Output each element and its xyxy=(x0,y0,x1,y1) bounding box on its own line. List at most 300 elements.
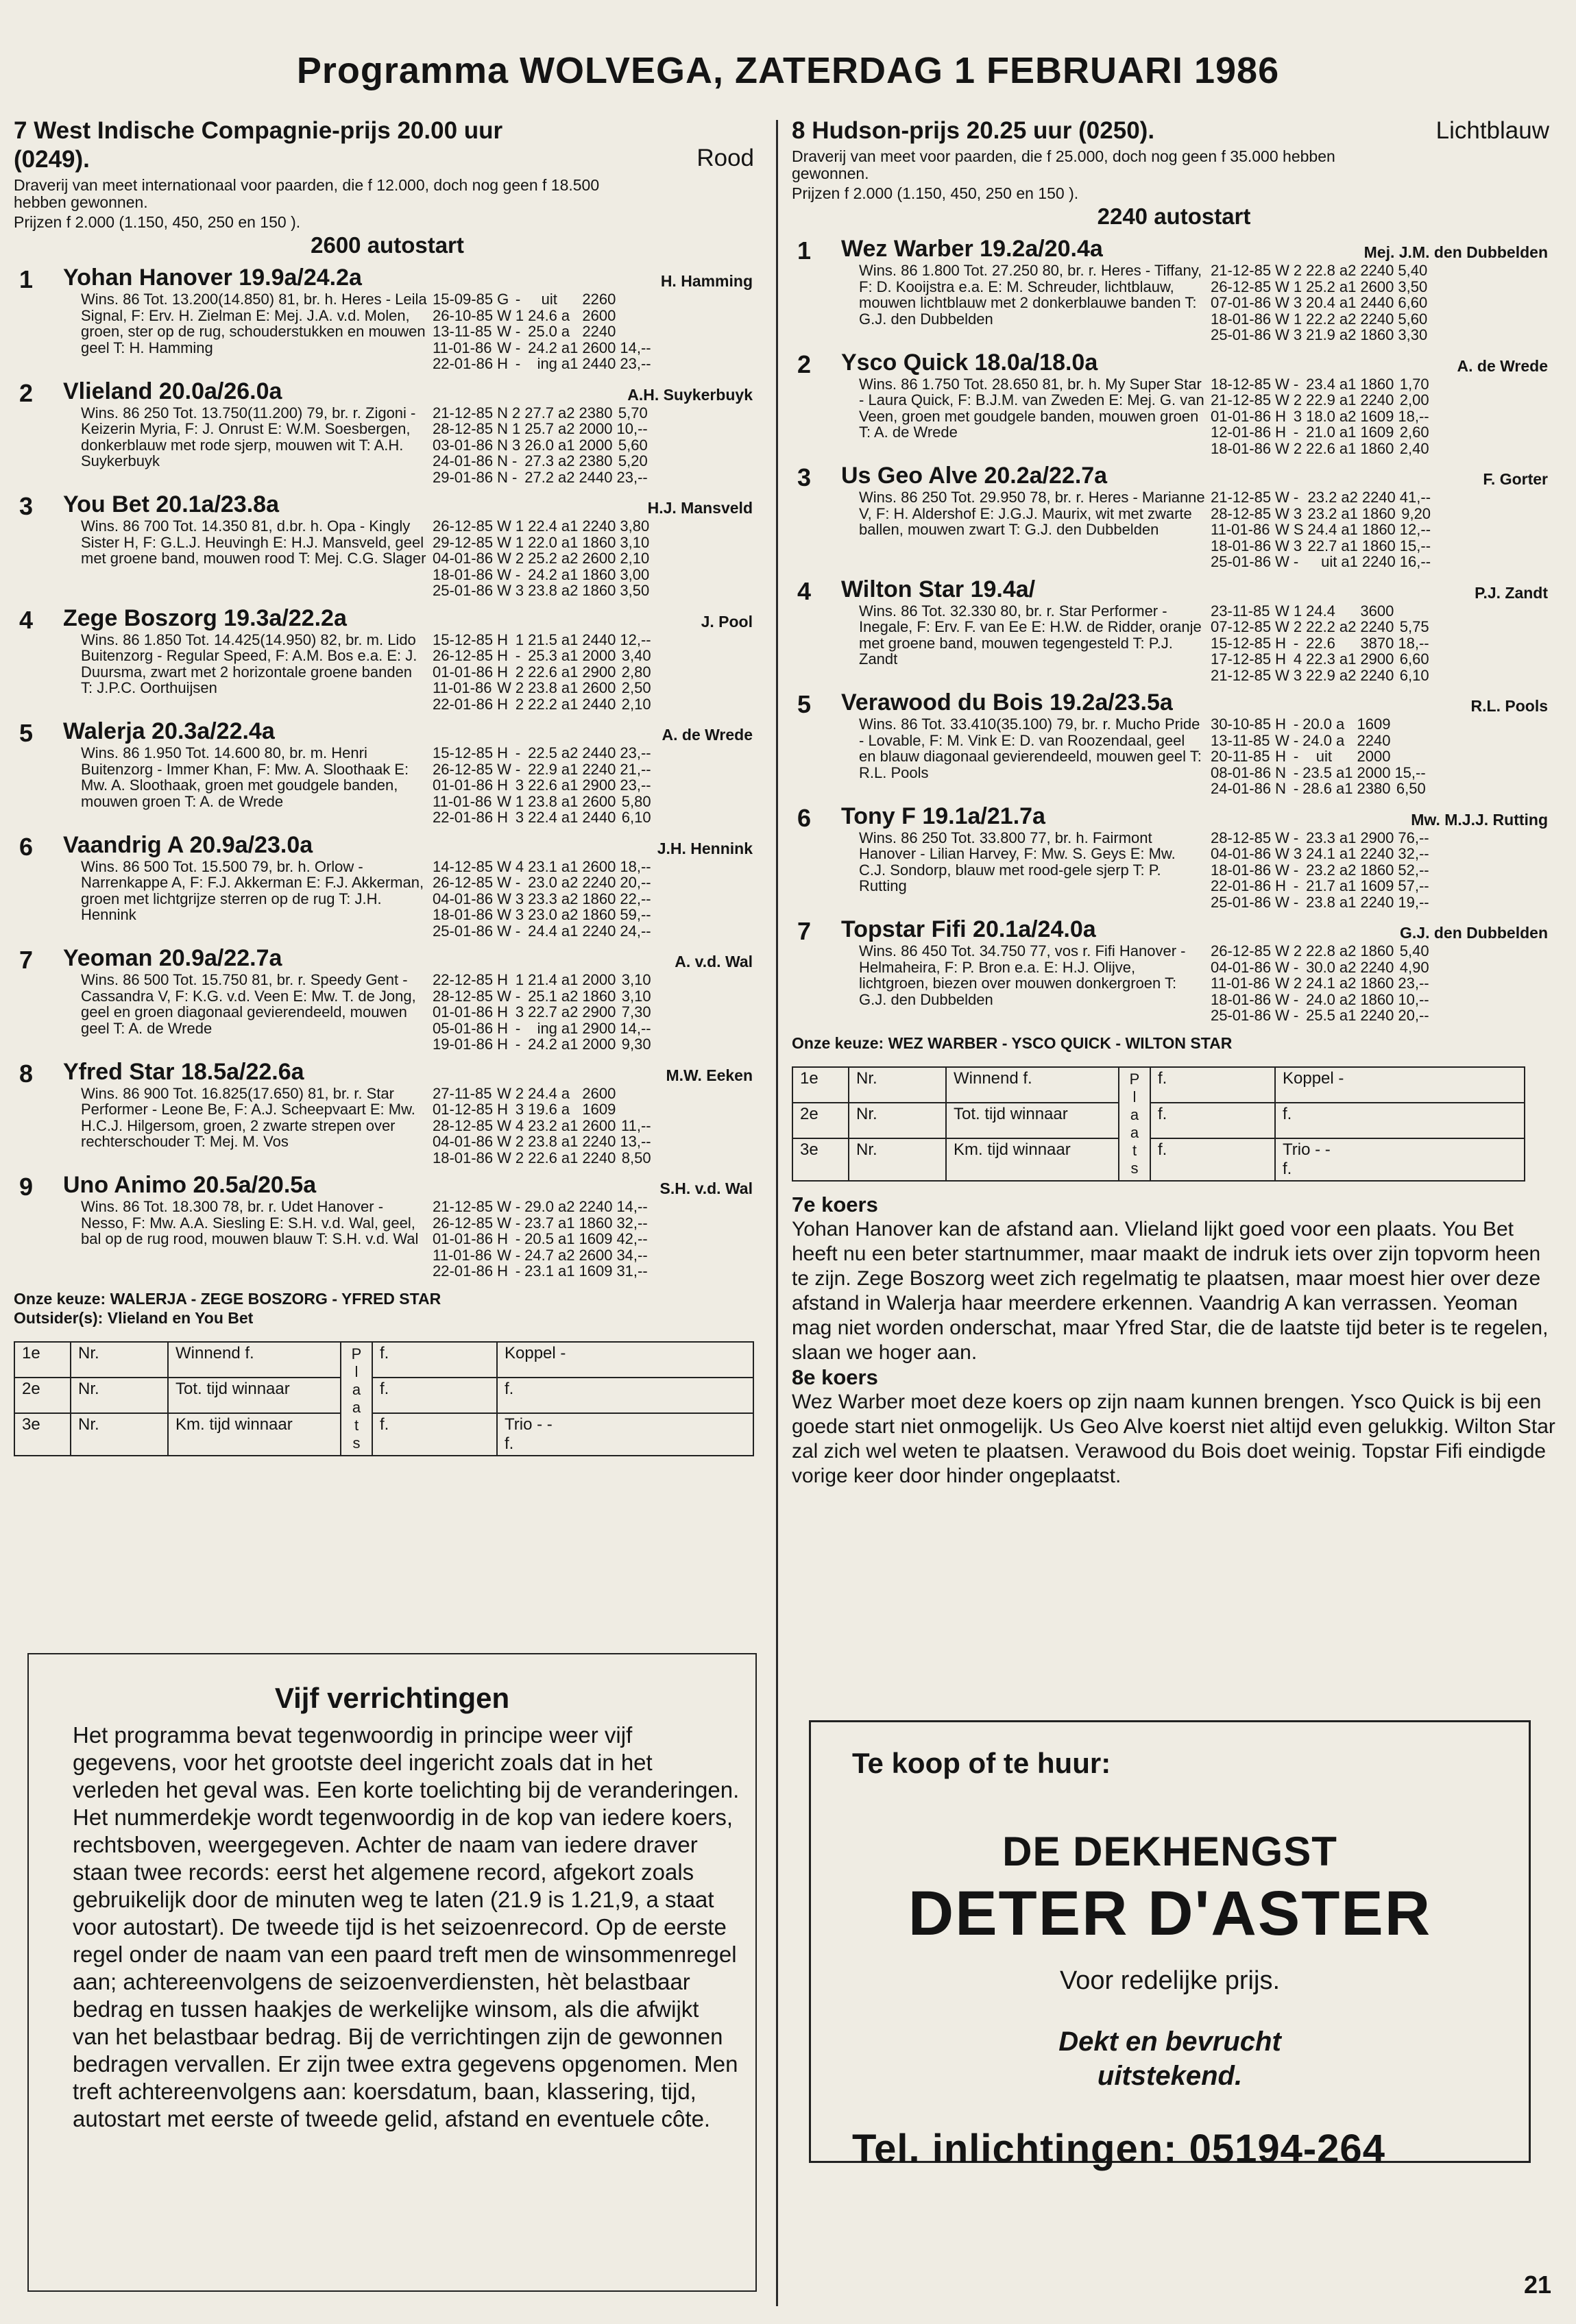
result-cell: 19,-- xyxy=(1398,893,1429,911)
result-row xyxy=(1211,635,1433,652)
result-cell: - xyxy=(1293,990,1299,1008)
result-cell: 12,-- xyxy=(620,631,651,648)
bet-koppel-amount[interactable]: f. xyxy=(1275,1103,1525,1138)
result-cell: 20-11-85 xyxy=(1211,748,1270,765)
bet-label: Km. tijd winnaar xyxy=(946,1138,1119,1181)
result-cell: a1 xyxy=(561,1036,579,1053)
result-cell: 2 xyxy=(515,1149,524,1166)
result-row xyxy=(433,1263,652,1280)
result-row xyxy=(1211,311,1431,328)
result-cell: 24.0 xyxy=(1302,731,1332,749)
result-cell: - xyxy=(1293,877,1299,894)
horse-results xyxy=(433,1199,652,1280)
horse-name: Wilton Star 19.4a/ xyxy=(841,576,1036,602)
result-cell: a1 xyxy=(561,971,579,988)
result-cell: 04-01-86 xyxy=(433,890,494,907)
result-cell: W xyxy=(497,1133,511,1150)
result-row xyxy=(433,988,655,1005)
race-8-commentary: Wez Warber moet deze koers op zijn naam kunnen brengen. Ysco Quick is bij een goede start niet onmogelijk. Us Geo Alve koerst niet altijd even gelukkig. Wilton Star zal zich wel weten te plaatsen. Verawood du Bois doet weinig. Topstar Fifi eindigde vorige keer door hinder ongeplaatst. xyxy=(792,1390,1555,1487)
result-row xyxy=(1211,554,1435,570)
horse-results xyxy=(1211,603,1433,684)
result-cell: 2 xyxy=(515,1084,524,1102)
result-cell: a1 xyxy=(561,760,579,778)
result-cell: 25.2 xyxy=(528,550,557,567)
result-cell: 3,30 xyxy=(1398,326,1428,343)
horse-description: Wins. 86 250 Tot. 33.800 77, br. h. Fairmont Hanover - Lilian Harvey, F: Mw. S. Geys E: Mw. C.J. Sondorp, blauw met rood-gele sjerp T: P. Rutting xyxy=(859,829,1176,894)
horse-trainer: H.J. Mansveld xyxy=(647,499,753,517)
result-cell: 29.0 xyxy=(524,1198,554,1215)
result-cell: 22,-- xyxy=(620,890,651,907)
result-cell: 17-12-85 xyxy=(1211,650,1272,668)
result-cell: H xyxy=(497,647,508,664)
horse-number: 4 xyxy=(19,605,34,634)
result-cell: a1 xyxy=(561,647,579,664)
ad-phone: Tel. inlichtingen: 05194-264 xyxy=(852,2127,1385,2171)
result-row xyxy=(433,1036,655,1053)
bet-amount-field[interactable]: f. xyxy=(372,1342,497,1378)
result-cell: - xyxy=(1293,731,1299,749)
race-8-header xyxy=(792,117,1556,145)
result-cell: W xyxy=(497,565,511,583)
result-cell: 23.5 xyxy=(1302,763,1332,781)
result-cell: 23.1 xyxy=(524,1262,554,1280)
result-row xyxy=(433,583,653,599)
bet-number-field[interactable]: Nr. xyxy=(849,1138,946,1181)
result-cell: a2 xyxy=(561,582,579,599)
result-cell: 41,-- xyxy=(1399,489,1431,506)
result-cell: a1 xyxy=(1341,521,1358,538)
horse-entry xyxy=(14,491,761,599)
result-cell xyxy=(1339,603,1360,620)
result-cell: 23.2 xyxy=(528,1116,557,1134)
result-row xyxy=(1211,1007,1433,1024)
result-cell: 2440 xyxy=(582,695,616,713)
result-cell: W xyxy=(497,306,511,324)
result-cell: a1 xyxy=(1336,763,1353,781)
result-cell: N xyxy=(1275,763,1286,781)
bet-label: Winnend f. xyxy=(946,1067,1119,1103)
result-cell: 1860 xyxy=(1361,537,1396,554)
result-row xyxy=(1211,668,1433,684)
result-row xyxy=(433,1215,652,1232)
result-cell: - xyxy=(515,1230,521,1247)
result-cell: 04-01-86 xyxy=(1211,845,1272,862)
result-cell: 12,-- xyxy=(1399,521,1431,538)
result-cell: - xyxy=(515,1036,521,1053)
horse-number: 7 xyxy=(19,946,34,974)
result-cell: 26-12-85 xyxy=(433,1214,494,1232)
result-cell: a2 xyxy=(561,550,579,567)
result-row xyxy=(1211,651,1433,668)
result-row xyxy=(433,535,653,551)
result-cell: 1860 xyxy=(1360,861,1394,879)
result-cell: - xyxy=(515,1214,521,1232)
result-row xyxy=(1211,733,1430,749)
horse-results xyxy=(433,291,655,372)
result-row xyxy=(433,794,655,810)
horse-description: Wins. 86 250 Tot. 29.950 78, br. r. Heres - Marianne V, F: H. Aldershof E: J.G.J. Maurix, wit met zwarte ballen, mouwen zwart T: G.J. den Dubbelden xyxy=(859,489,1205,538)
result-cell: 2 xyxy=(511,404,521,421)
result-cell: 23,-- xyxy=(616,468,648,486)
horse-entry xyxy=(14,378,761,486)
result-cell: a1 xyxy=(1341,553,1358,570)
result-cell: 26-12-85 xyxy=(433,874,494,891)
result-cell: a1 xyxy=(1339,391,1357,408)
race-7-horse-list xyxy=(14,264,761,1280)
result-cell: 2 xyxy=(1293,391,1302,408)
result-cell: 04-01-86 xyxy=(433,1133,494,1150)
result-row xyxy=(1211,538,1435,554)
result-cell: 1860 xyxy=(582,582,616,599)
race-7-commentary: Yohan Hanover kan de afstand aan. Vlieland lijkt goed voor een plaats. You Bet heeft nu een beter startnummer, maar maakt de indruk iets over zijn topvorm heen te zijn. Zege Boszorg weet zich regelmatig te plaatsen, maar moest hier over deze afstand in Walerja haar meerdere erkennen. Vaandrig A kan verrassen. Yeoman mag niet worden onderschat, maar Yfred Star, die de laatste tijd beter is te regelen, slaan we hoger aan. xyxy=(792,1217,1549,1364)
horse-entry xyxy=(14,604,761,713)
result-cell: 2 xyxy=(1293,262,1302,279)
result-cell: N xyxy=(497,468,508,486)
bet-row xyxy=(792,1103,1525,1138)
horse-name: Topstar Fifi 20.1a/24.0a xyxy=(841,916,1096,942)
result-cell: a xyxy=(1336,731,1345,749)
result-cell: 1860 xyxy=(1360,942,1394,959)
result-cell: 5,75 xyxy=(1399,618,1429,635)
result-cell: 2 xyxy=(515,679,524,696)
result-cell: a2 xyxy=(1339,990,1357,1008)
result-cell: 11-01-86 xyxy=(1211,975,1270,992)
bet-plaats-label: P l a a t s xyxy=(341,1342,372,1456)
result-cell: 22.6 xyxy=(1306,439,1335,457)
result-cell: 2240 xyxy=(1360,618,1394,635)
result-cell: 2000 xyxy=(1357,748,1391,765)
bet-number-field[interactable]: Nr. xyxy=(71,1413,168,1456)
result-cell: 18-01-86 xyxy=(433,565,494,583)
result-cell: W xyxy=(1275,375,1289,393)
result-cell: - xyxy=(1293,1007,1299,1024)
bet-koppel: Koppel - xyxy=(497,1342,753,1378)
bet-trio-amount[interactable]: f. xyxy=(505,1434,514,1453)
result-row xyxy=(433,1231,652,1247)
result-cell: 3 xyxy=(1293,407,1302,425)
result-cell: 23,-- xyxy=(620,744,651,761)
horse-description: Wins. 86 1.750 Tot. 28.650 81, br. h. My Super Star - Laura Quick, F: B.J.M. van Zweden E: Mej. G. van Veen, groen met goudgele banden, mouwen groen T: A. de Wrede xyxy=(859,375,1204,441)
result-cell: 1860 xyxy=(1361,521,1396,538)
horse-number: 3 xyxy=(19,492,34,520)
bet-place: 1e xyxy=(792,1067,849,1103)
horse-number: 6 xyxy=(797,803,812,832)
horse-entry xyxy=(792,349,1556,457)
result-cell: 28-12-85 xyxy=(433,987,494,1005)
result-cell: 22-01-86 xyxy=(433,1262,494,1280)
horse-description: Wins. 86 Tot. 33.410(35.100) 79, br. r. Mucho Pride - Lovable, F: M. Vink E: D. van Roozendaal, geel en blauw diagonaal gevierendeeld, mouwen geel T: R.L. Pools xyxy=(859,715,1202,781)
result-cell: 5,40 xyxy=(1399,942,1429,959)
result-cell: 2600 xyxy=(582,792,616,810)
result-cell: a1 xyxy=(561,663,579,681)
result-cell: uit xyxy=(1321,553,1337,570)
result-cell: 2240 xyxy=(1360,310,1394,328)
result-cell xyxy=(620,308,655,324)
horse-entry xyxy=(792,916,1556,1024)
result-cell: 1 xyxy=(515,306,524,324)
result-cell: W xyxy=(1275,958,1289,976)
result-cell: a1 xyxy=(561,517,579,535)
race-8-title: 8 Hudson-prijs 20.25 uur (0250). xyxy=(792,117,1155,144)
ad-subject: DE DEKHENGST xyxy=(1002,1828,1337,1874)
bet-label: Tot. tijd winnaar xyxy=(168,1378,341,1413)
result-cell: 2,10 xyxy=(620,550,650,567)
result-cell: 2 xyxy=(515,550,524,567)
result-cell: 2600 xyxy=(1360,278,1394,295)
result-row xyxy=(1211,441,1433,457)
result-cell: - xyxy=(1293,424,1299,441)
result-row xyxy=(433,291,655,308)
info-box-title: Vijf verrichtingen xyxy=(274,1682,510,1714)
horse-name: Walerja 20.3a/22.4a xyxy=(63,718,275,744)
result-cell: W xyxy=(1275,504,1289,522)
result-cell: 23.8 xyxy=(1306,893,1335,911)
result-cell: W xyxy=(497,1214,511,1232)
result-cell xyxy=(1394,716,1429,733)
result-cell: - xyxy=(511,452,518,469)
result-row xyxy=(1211,392,1433,408)
result-row xyxy=(1211,781,1430,797)
result-cell: 25.7 xyxy=(524,420,555,437)
bet-koppel-amount[interactable]: f. xyxy=(497,1378,753,1413)
bet-amount-field[interactable]: f. xyxy=(1150,1138,1275,1181)
bet-label: Winnend f. xyxy=(168,1342,341,1378)
result-cell: 2240 xyxy=(1357,731,1391,749)
result-cell: a1 xyxy=(1339,278,1357,295)
bet-row xyxy=(792,1067,1525,1103)
result-cell: - xyxy=(515,323,521,340)
result-cell: 1609 xyxy=(579,1230,613,1247)
result-cell: 1 xyxy=(511,420,521,437)
result-cell: H xyxy=(1275,748,1286,765)
bet-amount-field[interactable]: f. xyxy=(372,1413,497,1456)
result-cell: 3 xyxy=(515,809,524,826)
result-cell: H xyxy=(1275,715,1286,733)
horse-entry xyxy=(792,462,1556,570)
result-cell: a2 xyxy=(558,452,575,469)
result-cell: a2 xyxy=(1339,861,1357,879)
result-cell: W xyxy=(1275,391,1289,408)
result-row xyxy=(1211,522,1435,538)
bet-amount-field[interactable]: f. xyxy=(1150,1103,1275,1138)
result-cell: 2 xyxy=(515,663,524,681)
result-cell: W xyxy=(1275,602,1289,620)
result-cell: - xyxy=(1293,958,1299,976)
horse-description: Wins. 86 1.950 Tot. 14.600 80, br. m. Henri Buitenzorg - Immer Khan, F: Mw. A. Sloothaak E: Mw. A. Sloothaak, groen met goudgele banden, mouwen groen T: A. de Wrede xyxy=(81,744,409,810)
result-cell: 1860 xyxy=(582,565,616,583)
result-cell: 2 xyxy=(515,1133,524,1150)
result-cell: 6,60 xyxy=(1398,294,1428,311)
result-cell: 28.6 xyxy=(1302,780,1332,797)
result-cell: 2260 xyxy=(582,291,616,308)
result-cell: 1 xyxy=(515,631,524,648)
result-cell: 28-12-85 xyxy=(1211,504,1272,522)
horse-description: Wins. 86 700 Tot. 14.350 81, d.br. h. Opa - Kingly Sister H, F: G.L.J. Heuvingh E: H.J. Mansveld, geel met groene band, mouwen rood T: Mej. C.G. Slager xyxy=(81,517,426,567)
result-cell xyxy=(1394,748,1429,765)
horse-entry xyxy=(792,689,1556,797)
result-cell: 24.4 xyxy=(528,1084,557,1102)
result-cell: 22.6 xyxy=(528,776,557,794)
result-cell: 23.1 xyxy=(528,857,557,875)
bet-trio-amount[interactable]: f. xyxy=(1283,1159,1292,1178)
bet-number-field[interactable]: Nr. xyxy=(71,1342,168,1378)
result-cell: 18,-- xyxy=(620,857,651,875)
horse-trainer: P.J. Zandt xyxy=(1475,583,1548,602)
result-cell: H xyxy=(497,663,508,681)
result-cell: 18-01-86 xyxy=(433,906,494,923)
result-cell: 1609 xyxy=(1360,424,1394,441)
result-cell: 24.6 xyxy=(528,306,557,324)
race-commentary xyxy=(792,1192,1556,1489)
result-cell: a1 xyxy=(1339,650,1357,668)
horse-results xyxy=(433,1086,655,1166)
result-cell: H xyxy=(497,744,508,761)
race-7-outsiders: Outsider(s): Vlieland en You Bet xyxy=(14,1308,254,1327)
result-row xyxy=(433,340,655,356)
bet-amount-field[interactable]: f. xyxy=(1150,1067,1275,1103)
bet-number-field[interactable]: Nr. xyxy=(849,1067,946,1103)
result-cell: 12-01-86 xyxy=(1211,424,1272,441)
result-cell: 1 xyxy=(1293,278,1302,295)
result-cell: 2 xyxy=(515,695,524,713)
result-cell: a1 xyxy=(561,792,579,810)
horse-trainer: A. de Wrede xyxy=(662,726,753,744)
result-cell: W xyxy=(1275,310,1289,328)
result-cell: 5,80 xyxy=(621,792,651,810)
result-cell: 2000 xyxy=(579,436,613,454)
bet-number-field[interactable]: Nr. xyxy=(71,1378,168,1413)
result-row xyxy=(1211,327,1431,343)
result-cell: 4 xyxy=(515,857,524,875)
result-cell: W xyxy=(497,1198,511,1215)
result-cell: W xyxy=(497,679,511,696)
result-cell: - xyxy=(515,1262,521,1280)
result-cell: 01-01-86 xyxy=(1211,407,1272,425)
result-row xyxy=(1211,262,1431,279)
result-cell: 21-12-85 xyxy=(1211,262,1272,279)
result-row xyxy=(1211,603,1433,620)
result-cell: a2 xyxy=(1339,262,1357,279)
horse-results xyxy=(433,745,655,826)
result-cell: a1 xyxy=(561,922,579,940)
result-cell: H xyxy=(497,1003,508,1020)
result-cell: 9,20 xyxy=(1401,504,1431,522)
bet-number-field[interactable]: Nr. xyxy=(849,1103,946,1138)
result-cell: 2240 xyxy=(1361,553,1396,570)
result-cell: 21,-- xyxy=(620,760,651,778)
result-cell: 21-12-85 xyxy=(1211,391,1272,408)
result-cell: 3 xyxy=(515,1101,524,1118)
result-cell: 3 xyxy=(1293,666,1302,684)
result-cell: 21-12-85 xyxy=(1211,489,1272,506)
result-cell: 11-01-86 xyxy=(433,339,492,356)
result-cell: a2 xyxy=(561,1003,579,1020)
result-cell: a2 xyxy=(1339,958,1357,976)
result-cell: 27.7 xyxy=(524,404,555,421)
result-cell: 2600 xyxy=(582,679,616,696)
result-cell: 28-12-85 xyxy=(433,1116,494,1134)
horse-entry xyxy=(792,235,1556,343)
horse-trainer: S.H. v.d. Wal xyxy=(659,1179,753,1197)
result-cell: 3 xyxy=(1293,294,1302,311)
result-cell: 2240 xyxy=(1360,262,1394,279)
result-cell: 2900 xyxy=(582,663,616,681)
result-cell: - xyxy=(515,874,521,891)
result-cell: 28-12-85 xyxy=(1211,829,1272,846)
result-cell: 5,40 xyxy=(1398,262,1428,279)
result-cell: 3,10 xyxy=(620,533,650,551)
result-cell: 2240 xyxy=(1361,489,1396,506)
result-cell: 24,-- xyxy=(620,922,651,940)
horse-description: Wins. 86 1.850 Tot. 14.425(14.950) 82, br. m. Lido Buitenzorg - Regular Speed, F: A.M. Bos e.a. E: J. Duursma, zwart met 2 horizontale groene banden T: J.P.C. Oorthuijsen xyxy=(81,631,417,696)
result-cell: 2,50 xyxy=(621,679,651,696)
result-cell: 2240 xyxy=(1360,845,1394,862)
horse-entry xyxy=(14,944,761,1053)
result-cell: 52,-- xyxy=(1398,861,1429,879)
result-cell: 3,00 xyxy=(620,565,650,583)
horse-entry xyxy=(792,803,1556,911)
horse-trainer: R.L. Pools xyxy=(1470,697,1548,715)
result-cell: 7,30 xyxy=(621,1003,651,1020)
result-cell: 22.7 xyxy=(1307,537,1337,554)
result-row xyxy=(433,421,652,437)
result-cell: 23.0 xyxy=(528,906,557,923)
result-cell: 11-01-86 xyxy=(433,1246,492,1264)
result-cell: 24.1 xyxy=(1306,845,1335,862)
result-cell: 10,-- xyxy=(616,420,648,437)
result-cell: 22.0 xyxy=(528,533,557,551)
horse-number: 9 xyxy=(19,1173,34,1201)
result-cell xyxy=(1398,603,1433,620)
race-7-title: 7 West Indische Compagnie-prijs 20.00 uur (0249). xyxy=(14,117,503,173)
result-cell: 8,50 xyxy=(621,1149,651,1166)
result-cell: a1 xyxy=(1341,537,1358,554)
bet-amount-field[interactable]: f. xyxy=(372,1378,497,1413)
result-cell: - xyxy=(515,647,521,664)
result-cell: 23.8 xyxy=(528,1133,557,1150)
result-cell: 76,-- xyxy=(1398,829,1429,846)
result-cell: 5,60 xyxy=(1398,310,1428,328)
result-cell: 15,-- xyxy=(1399,537,1431,554)
horse-number: 1 xyxy=(19,265,34,293)
result-cell: 01-01-86 xyxy=(433,663,494,681)
result-cell: a xyxy=(561,1101,570,1118)
result-cell: a1 xyxy=(561,339,579,356)
result-cell: 29-01-86 xyxy=(433,468,494,486)
result-cell: 24.1 xyxy=(1306,975,1335,992)
result-cell: 25.2 xyxy=(1306,278,1335,295)
result-cell: W xyxy=(497,1149,511,1166)
race-7-bet-form xyxy=(14,1341,754,1456)
result-row xyxy=(433,745,655,761)
result-cell: 23.3 xyxy=(528,890,557,907)
result-cell: 22-01-86 xyxy=(433,809,494,826)
horse-name: Yfred Star 18.5a/22.6a xyxy=(63,1058,304,1085)
result-cell: 5,70 xyxy=(618,404,648,421)
result-cell: 15,-- xyxy=(1394,763,1426,781)
horse-entry xyxy=(14,831,761,940)
result-cell: N xyxy=(497,404,508,421)
result-cell: - xyxy=(515,1246,521,1264)
result-cell: 26-12-85 xyxy=(433,517,494,535)
result-cell: uit xyxy=(541,291,557,308)
result-cell: a1 xyxy=(561,695,579,713)
result-row xyxy=(1211,846,1433,862)
result-cell: a xyxy=(1336,715,1345,733)
horse-number: 6 xyxy=(19,832,34,861)
horse-trainer: A. de Wrede xyxy=(1457,356,1548,375)
result-cell xyxy=(561,291,582,308)
